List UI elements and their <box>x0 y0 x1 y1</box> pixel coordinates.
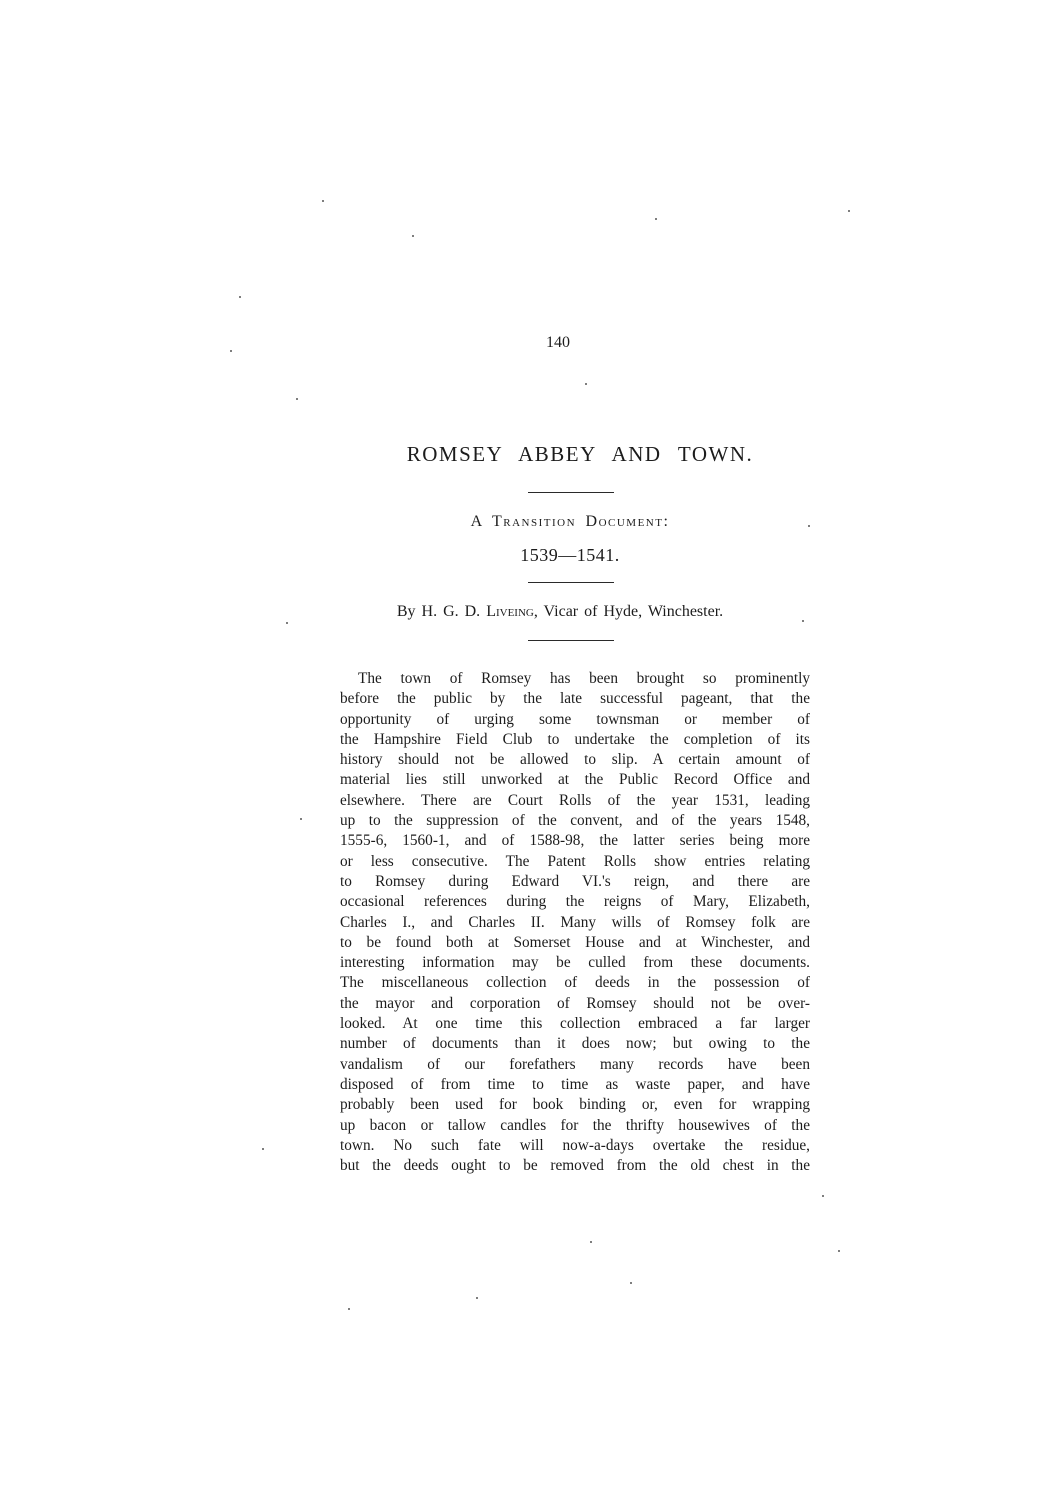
body-line: Charles I., and Charles II. Many wills of Romsey folk are <box>340 913 810 931</box>
body-line: or less consecutive. The Patent Rolls show entries relating <box>340 852 810 870</box>
scan-speck <box>230 350 232 352</box>
body-line: but the deeds ought to be removed from the old chest in the <box>340 1157 810 1175</box>
body-line: elsewhere. There are Court Rolls of the year 1531, leading <box>340 791 810 809</box>
title-divider <box>528 492 614 493</box>
byline <box>0 603 1058 621</box>
scan-speck <box>322 200 324 202</box>
scan-speck <box>808 525 810 527</box>
body-line: to be found both at Somerset House and at Winchester, and <box>340 933 810 951</box>
scan-speck <box>348 1308 350 1310</box>
byline-divider <box>528 640 614 641</box>
scan-speck <box>296 398 298 400</box>
body-line: opportunity of urging some townsman or member of <box>340 710 810 728</box>
body-line: number of documents than it does now; but owing to the <box>340 1035 810 1053</box>
page-number: 140 <box>546 334 570 351</box>
body-line: 1555-6, 1560-1, and of 1588-98, the latter series being more <box>340 832 810 850</box>
body-line: The miscellaneous collection of deeds in the possession of <box>340 974 810 992</box>
body-line: disposed of from time to time as waste paper, and have <box>340 1075 810 1093</box>
scan-speck <box>262 1148 264 1150</box>
scan-speck <box>838 1250 840 1252</box>
scan-speck <box>412 235 414 237</box>
body-line: probably been used for book binding or, even for wrapping <box>340 1096 810 1114</box>
body-line: history should not be allowed to slip. A certain amount of <box>340 751 810 769</box>
article-dates: 1539—1541. <box>520 545 620 565</box>
byline-author: Liveing, <box>486 603 538 620</box>
scan-speck <box>822 1195 824 1197</box>
scan-speck <box>848 210 850 212</box>
body-line: town. No such fate will now-a-days overtake the residue, <box>340 1136 810 1154</box>
scan-speck <box>630 1282 632 1284</box>
scan-speck <box>655 218 657 220</box>
body-line: up to the suppression of the convent, and of the years 1548, <box>340 812 810 830</box>
byline-prefix: By H. G. D. <box>396 603 487 620</box>
body-line: vandalism of our forefathers many records have been <box>340 1055 810 1073</box>
dates-divider <box>528 582 614 583</box>
scan-speck <box>239 296 241 298</box>
scan-speck <box>476 1297 478 1299</box>
body-line: to Romsey during Edward VI.'s reign, and there are <box>340 872 810 890</box>
body-line: material lies still unworked at the Public Record Office and <box>340 771 810 789</box>
body-line: before the public by the late successful pageant, that the <box>340 690 810 708</box>
body-line: up bacon or tallow candles for the thrifty housewives of the <box>340 1116 810 1134</box>
scan-speck <box>300 818 302 820</box>
byline-suffix: Vicar of Hyde, Winchester. <box>537 603 724 620</box>
body-line: occasional references during the reigns of Mary, Elizabeth, <box>340 893 810 911</box>
body-paragraph <box>340 669 810 1176</box>
scan-speck <box>802 620 804 622</box>
scan-speck <box>286 622 288 624</box>
body-line: the mayor and corporation of Romsey should not be over- <box>340 994 810 1012</box>
body-line: looked. At one time this collection embraced a far larger <box>340 1015 810 1033</box>
body-line: The town of Romsey has been brought so prominently <box>358 670 810 687</box>
body-line: the Hampshire Field Club to undertake the completion of its <box>340 730 810 748</box>
scan-speck <box>585 383 587 385</box>
article-subtitle: A Transition Document: <box>470 513 670 530</box>
body-line: interesting information may be culled from these documents. <box>340 954 810 972</box>
article-title: ROMSEY ABBEY AND TOWN. <box>406 442 754 466</box>
scan-speck <box>590 1241 592 1243</box>
